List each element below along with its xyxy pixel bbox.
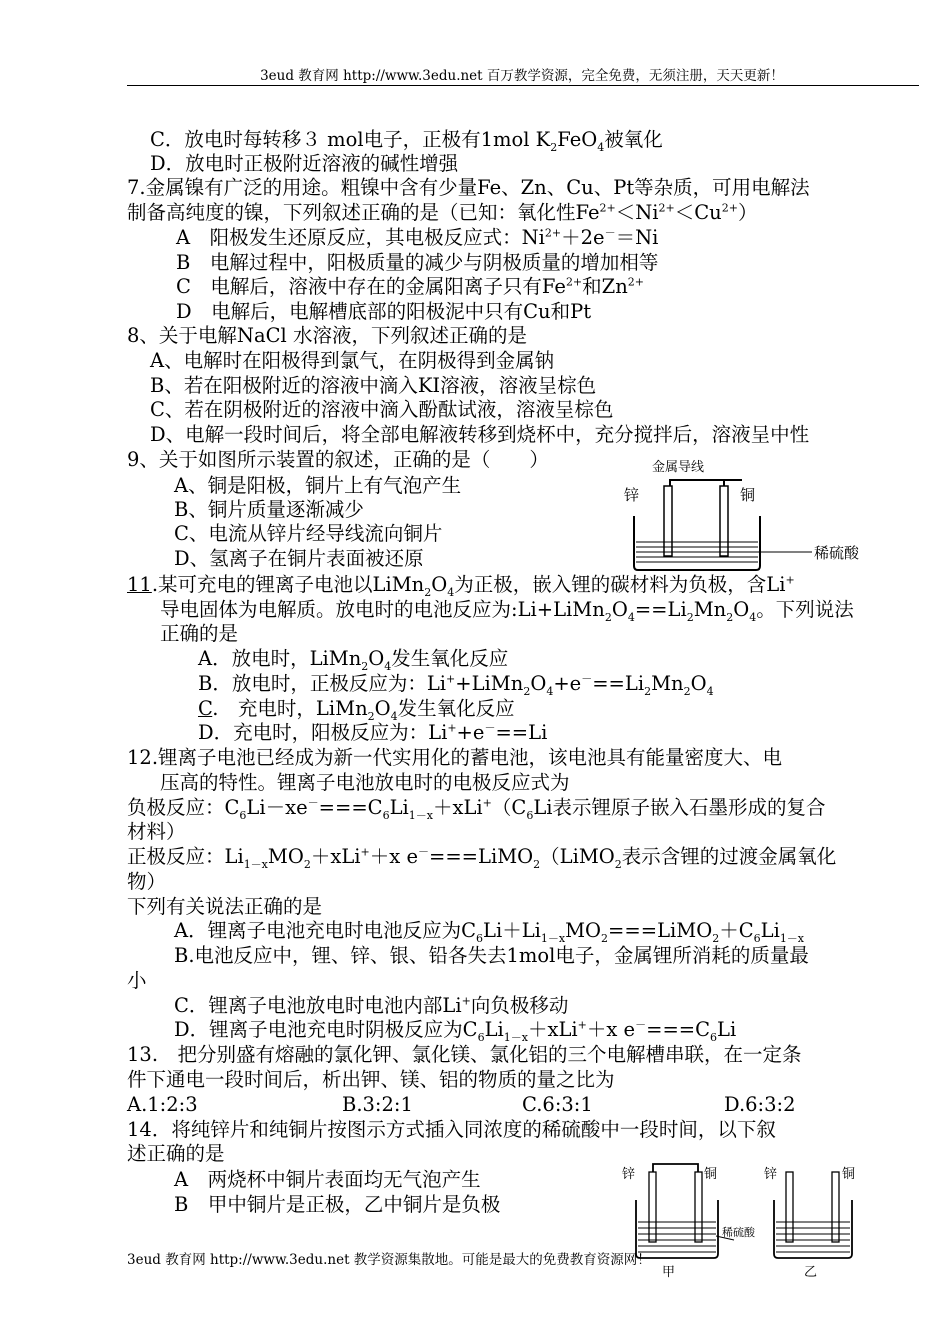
q14-stem-line2: 述正确的是 xyxy=(127,1142,225,1165)
q8-option-c: C、若在阴极附近的溶液中滴入酚酞试液，溶液呈棕色 xyxy=(150,398,614,421)
q6-option-c: C．放电时每转移３ mol电子，正极有1mol $K_2FeO_4$被氧化 xyxy=(150,128,663,154)
q14-fig-yi-copper-plate xyxy=(832,1172,839,1242)
q9-fig-wire xyxy=(670,480,742,546)
q9-fig-liquid xyxy=(636,542,758,562)
q12-stem-line1: 12.锂离子电池已经成为新一代实用化的蓄电池，该电池具有能量密度大、电 xyxy=(127,746,783,769)
q14-fig-acid-label: 稀硫酸 xyxy=(722,1226,755,1239)
q14-fig-yi-zinc-label: 锌 xyxy=(764,1167,778,1182)
q7-option-c: C 电解后，溶液中存在的金属阳离子只有$Fe^{2+}$和$Zn^{2+}$ xyxy=(176,275,644,298)
q11-option-a: A．放电时，$LiMn_2O_4$发生氧化反应 xyxy=(198,647,509,673)
q9-stem: 9、关于如图所示装置的叙述，正确的是（ ） xyxy=(127,448,549,471)
q14-fig-jia-zinc-label: 锌 xyxy=(622,1167,636,1182)
q11-option-c: C. 充电时，$LiMn_2O_4$发生氧化反应 xyxy=(198,697,515,723)
q7-stem-line2: 制备高纯度的镍，下列叙述正确的是（已知：氧化性$Fe^{2+}<Ni^{2+}<Cu^{2+}$） xyxy=(127,201,758,224)
q14-fig-jia-copper-label: 铜 xyxy=(704,1167,718,1182)
q12-negative-reaction: 负极反应：$C_6Li-xe^-===C_6Li_{1-x}+xLi^+(C_6Li$表示锂原子嵌入石墨形成的复合 xyxy=(127,796,826,822)
q7-option-b: B 电解过程中，阳极质量的减少与阴极质量的增加相等 xyxy=(176,251,659,274)
q8-stem: 8、关于电解NaCl 水溶液，下列叙述正确的是 xyxy=(127,324,527,347)
q14-figure xyxy=(618,1160,868,1280)
q8-option-d: D、电解一段时间后，将全部电解液转移到烧杯中，充分搅拌后，溶液呈中性 xyxy=(150,423,810,446)
q12-stem-question: 下列有关说法正确的是 xyxy=(127,895,323,918)
q13-option-c: C.6:3:1 xyxy=(522,1093,593,1116)
q9-option-c: C、电流从锌片经导线流向铜片 xyxy=(174,522,443,545)
q14-fig-jia-copper-plate xyxy=(695,1172,702,1242)
q14-fig-jia-label: 甲 xyxy=(662,1265,676,1280)
header-rule xyxy=(127,85,919,86)
q12-positive-reaction-line2: 物） xyxy=(127,870,167,893)
q12-positive-reaction: 正极反应：$Li_{1-x}MO_2+xLi^++x$ e－===LiMO$_2$（LiMO$_2$表示含锂的过渡金属氧化 xyxy=(127,845,837,871)
q9-fig-copper-plate xyxy=(720,486,728,556)
q12-option-b-line2: 小 xyxy=(127,969,147,992)
q12-option-c: C．锂离子电池放电时电池内部Li+向负极移动 xyxy=(174,994,569,1017)
q7-option-a: A 阳极发生还原反应，其电极反应式：$Ni^{2+}+2e^-=Ni$ xyxy=(176,226,659,249)
q14-fig-jia-zinc-plate xyxy=(649,1172,656,1242)
q9-figure xyxy=(622,456,884,574)
q12-option-a: A．锂离子电池充电时电池反应为$C_6Li+Li_{1-x}MO_2===LiMO_2+C_6Li_{1-x}$ xyxy=(174,919,805,945)
q14-fig-yi-label: 乙 xyxy=(804,1265,818,1280)
q9-option-d: D、氢离子在铜片表面被还原 xyxy=(174,547,424,570)
page-footer: 3eud 教育网 http://www.3edu.net 教学资源集散地。可能是最大的免费教育资源网！ xyxy=(127,1252,651,1268)
q12-option-b-line1: B.电池反应中，锂、锌、银、铅各失去1mol电子，金属锂所消耗的质量最 xyxy=(174,944,809,967)
q7-option-d: D 电解后，电解槽底部的阳极泥中只有Cu和Pt xyxy=(176,300,592,323)
q13-stem-line1: 13. 把分别盛有熔融的氯化钾、氯化镁、氯化铝的三个电解槽串联，在一定条 xyxy=(127,1043,802,1066)
q14-stem-line1: 14．将纯锌片和纯铜片按图示方式插入同浓度的稀硫酸中一段时间，以下叙 xyxy=(127,1118,776,1141)
q9-fig-zinc-plate xyxy=(664,486,672,556)
q12-negative-reaction-line2: 材料） xyxy=(127,820,186,843)
q14-option-b: B 甲中铜片是正极，乙中铜片是负极 xyxy=(174,1193,501,1216)
q7-stem-line1: 7.金属镍有广泛的用途。粗镍中含有少量Fe、Zn、Cu、Pt等杂质，可用电解法 xyxy=(127,176,810,199)
q13-stem-line2: 件下通电一段时间后，析出钾、镁、铝的物质的量之比为 xyxy=(127,1068,615,1091)
q13-option-b: B.3:2:1 xyxy=(342,1093,413,1116)
q14-fig-jia-wire xyxy=(653,1164,698,1230)
q13-option-d: D.6:3:2 xyxy=(724,1093,796,1116)
q12-stem-line2: 压高的特性。锂离子电池放电时的电极反应式为 xyxy=(160,771,570,794)
q14-fig-yi-copper-label: 铜 xyxy=(842,1167,856,1182)
q11-option-b: B．放电时，正极反应为：$Li^++LiMn_2O_4+e^-==Li_2Mn_2O_4$ xyxy=(198,672,714,698)
q11-stem-line1: 11.某可充电的锂离子电池以$LiMn_2O_4$为正极，嵌入锂的碳材料为负极，含Li+ xyxy=(127,573,795,599)
q12-option-d: D．锂离子电池充电时阴极反应为$C_6Li_{1-x}+xLi^++x$ $e^-===C_6Li$ xyxy=(174,1018,737,1044)
q9-option-b: B、铜片质量逐渐减少 xyxy=(174,498,364,521)
q8-option-a: A、电解时在阳极得到氯气，在阴极得到金属钠 xyxy=(150,349,555,372)
q11-stem-line3: 正确的是 xyxy=(160,622,239,645)
q9-fig-wire-label: 金属导线 xyxy=(652,460,705,475)
q14-option-a: A 两烧杯中铜片表面均无气泡产生 xyxy=(174,1168,481,1191)
q14-fig-yi-zinc-plate xyxy=(786,1172,793,1242)
page-header: 3eud 教育网 http://www.3edu.net 百万教学资源，完全免费，无须注册，天天更新！ xyxy=(260,68,784,84)
q8-option-b: B、若在阳极附近的溶液中滴入KI溶液，溶液呈棕色 xyxy=(150,374,597,397)
q9-fig-zinc-label: 锌 xyxy=(624,486,640,504)
q13-option-a: A.1:2:3 xyxy=(127,1093,198,1116)
q9-option-a: A、铜是阳极，铜片上有气泡产生 xyxy=(174,474,462,497)
q11-option-d: D．充电时，阳极反应为：Li++e－==Li xyxy=(198,721,548,744)
q11-stem-line2: 导电固体为电解质。放电时的电池反应为$:Li+LiMn_2O_4==Li_2Mn_2O_4$。下列说法 xyxy=(160,598,854,624)
q9-fig-acid-label: 稀硫酸 xyxy=(814,544,860,562)
q9-fig-copper-label: 铜 xyxy=(740,486,756,504)
q6-option-d: D．放电时正极附近溶液的碱性增强 xyxy=(150,152,459,175)
